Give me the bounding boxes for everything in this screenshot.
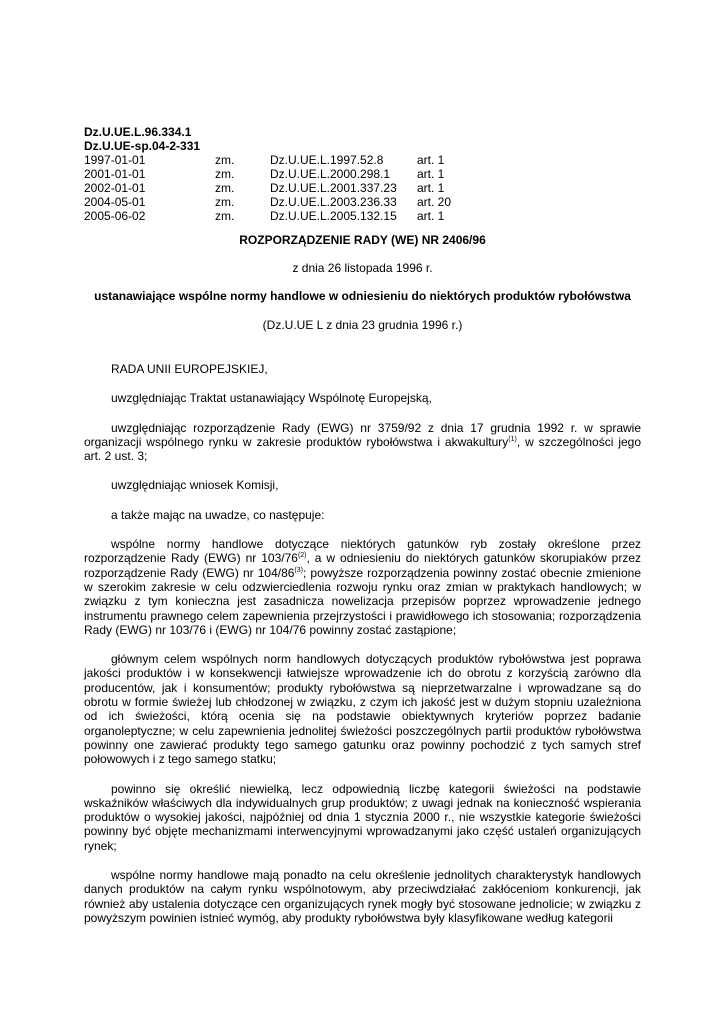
paragraph-regulation-3759 [84, 421, 641, 464]
paragraph-whereas: a także mając na uwadze, co następuje: [111, 507, 325, 522]
document-page [84, 125, 641, 925]
footnote-ref: (3) [294, 566, 303, 574]
amendment-row [84, 181, 641, 195]
amendment-row [84, 209, 641, 223]
amendment-date: 2002-01-01 [84, 181, 146, 195]
amendments-table [84, 153, 641, 223]
regulation-subtitle: ustanawiające wspólne normy handlowe w odniesieniu do niektórych produktów rybołówstwa [94, 289, 631, 303]
publication-reference: (Dz.U.UE L z dnia 23 grudnia 1996 r.) [262, 318, 463, 332]
paragraph-council: RADA UNII EUROPEJSKIEJ, [111, 362, 268, 376]
amendment-row [84, 195, 641, 209]
amendment-ref: Dz.U.UE.L.2003.236.33 [270, 195, 397, 209]
amendment-zm: zm. [215, 153, 235, 167]
amendment-ref: Dz.U.UE.L.2005.132.15 [270, 209, 397, 223]
amendment-row [84, 153, 641, 167]
recital-3: powinno się określić niewielką, lecz odpowiednią liczbę kategorii świeżości na podstawie wskaźników właściwych dla indywidualnych grup produktów; z uwagi jednak na konieczność wspierania produktów o wysokiej jakości, najpóźniej od dnia 1 stycznia 2000 r., nie wszystkie kategorie świeżości powinny być objęte mechanizmami interwencyjnymi wprowadzanymi jako część ustaleń organizujących rynek; [84, 781, 641, 853]
paragraph-treaty: uwzględniając Traktat ustanawiający Wspólnotę Europejską, [111, 391, 432, 406]
amendment-ref: Dz.U.UE.L.2000.298.1 [270, 167, 391, 181]
recital-2: głównym celem wspólnych norm handlowych dotyczących produktów rybołówstwa jest poprawa jakości produktów i w konsekwencji łatwiejsze wprowadzenie ich do obrotu z korzyścią zarówno dla producentów, jak i konsumentów; produkty rybołówstwa są nieprzetwarzalne i wprowadzane są do obrotu w formie świeżej lub chłodzonej w związku, z czym ich jakość jest w dużym stopniu uzależniona od ich świeżości, którą ocenia się na podstawie obiektywnych kryteriów poprzez badanie organoleptyczne; w celu zapewnienia jednolitej świeżości poszczególnych partii produktów rybołówstwa powinny one zawierać produkty tego samego gatunku oraz powinny pochodzić z tych samych stref połowowych i z tego samego statku; [84, 652, 641, 767]
amendment-zm: zm. [215, 209, 235, 223]
amendment-art: art. 1 [417, 167, 445, 181]
journal-id: Dz.U.UE.L.96.334.1 [84, 125, 192, 139]
paragraph-text: wspólne normy handlowe dotyczące niektórych gatunków ryb zostały określone przez rozporządzenie Rady (EWG) nr 103/76 [84, 537, 641, 566]
regulation-title: ROZPORZĄDZENIE RADY (WE) NR 2406/96 [239, 233, 486, 247]
paragraph-text: ; powyższe rozporządzenia powinny zostać obecnie zmienione w szerokim zakresie w celu odzwierciedlenia rozwoju rynku oraz zmian w praktykach handlowych; w związku z tym konieczna jest zasadnicza nowelizacja przepisów poprzez wprowadzenie jednego instrumentu prawnego celem zapewnienia przejrzystości i prawidłowego ich stosowania; rozporządzenia Rady (EWG) nr 103/76 i (EWG) nr 104/76 powinny zostać zastąpione; [84, 565, 641, 637]
paragraph-text: uwzględniając rozporządzenie Rady (EWG) nr 3759/92 z dnia 17 grudnia 1992 r. w sprawie organizacji wspólnego rynku w zakresie produktów rybołówstwa i akwakultury [84, 420, 641, 449]
amendment-art: art. 1 [417, 181, 445, 195]
recital-4: wspólne normy handlowe mają ponadto na celu określenie jednolitych charakterystyk handlowych danych produktów na całym rynku wspólnotowym, aby przeciwdziałać zakłóceniom konkurencji, jak również aby ustalenia dotyczące cen organizujących rynek mogły być stosowane jednolicie; w związku z powyższym powinien istnieć wymóg, aby produkty rybołówstwa były klasyfikowane według kategorii [84, 868, 641, 925]
paragraph-text: , w szczególności jego art. 2 ust. 3; [84, 434, 641, 464]
amendment-date: 2001-01-01 [84, 167, 146, 181]
footnote-ref: (1) [508, 435, 517, 443]
amendment-ref: Dz.U.UE.L.1997.52.8 [270, 153, 384, 167]
footnote-ref: (2) [297, 552, 307, 560]
amendment-art: art. 1 [417, 153, 445, 167]
amendment-date: 2005-06-02 [84, 209, 146, 223]
amendment-zm: zm. [215, 181, 235, 195]
journal-special-id: Dz.U.UE-sp.04-2-331 [84, 139, 201, 153]
amendment-art: art. 1 [417, 209, 445, 223]
amendment-date: 1997-01-01 [84, 153, 146, 167]
regulation-date: z dnia 26 listopada 1996 r. [292, 261, 433, 275]
amendment-art: art. 20 [417, 195, 452, 209]
amendment-ref: Dz.U.UE.L.2001.337.23 [270, 181, 397, 195]
amendment-zm: zm. [215, 167, 235, 181]
paragraph-commission: uwzględniając wniosek Komisji, [111, 478, 279, 493]
amendment-row [84, 167, 641, 181]
paragraph-text: , a w odniesieniu do niektórych gatunków skorupiaków przez rozporządzenie Rady (EWG) nr 104/86 [84, 551, 641, 580]
amendment-date: 2004-05-01 [84, 195, 146, 209]
recital-1 [84, 537, 641, 637]
amendment-zm: zm. [215, 195, 235, 209]
